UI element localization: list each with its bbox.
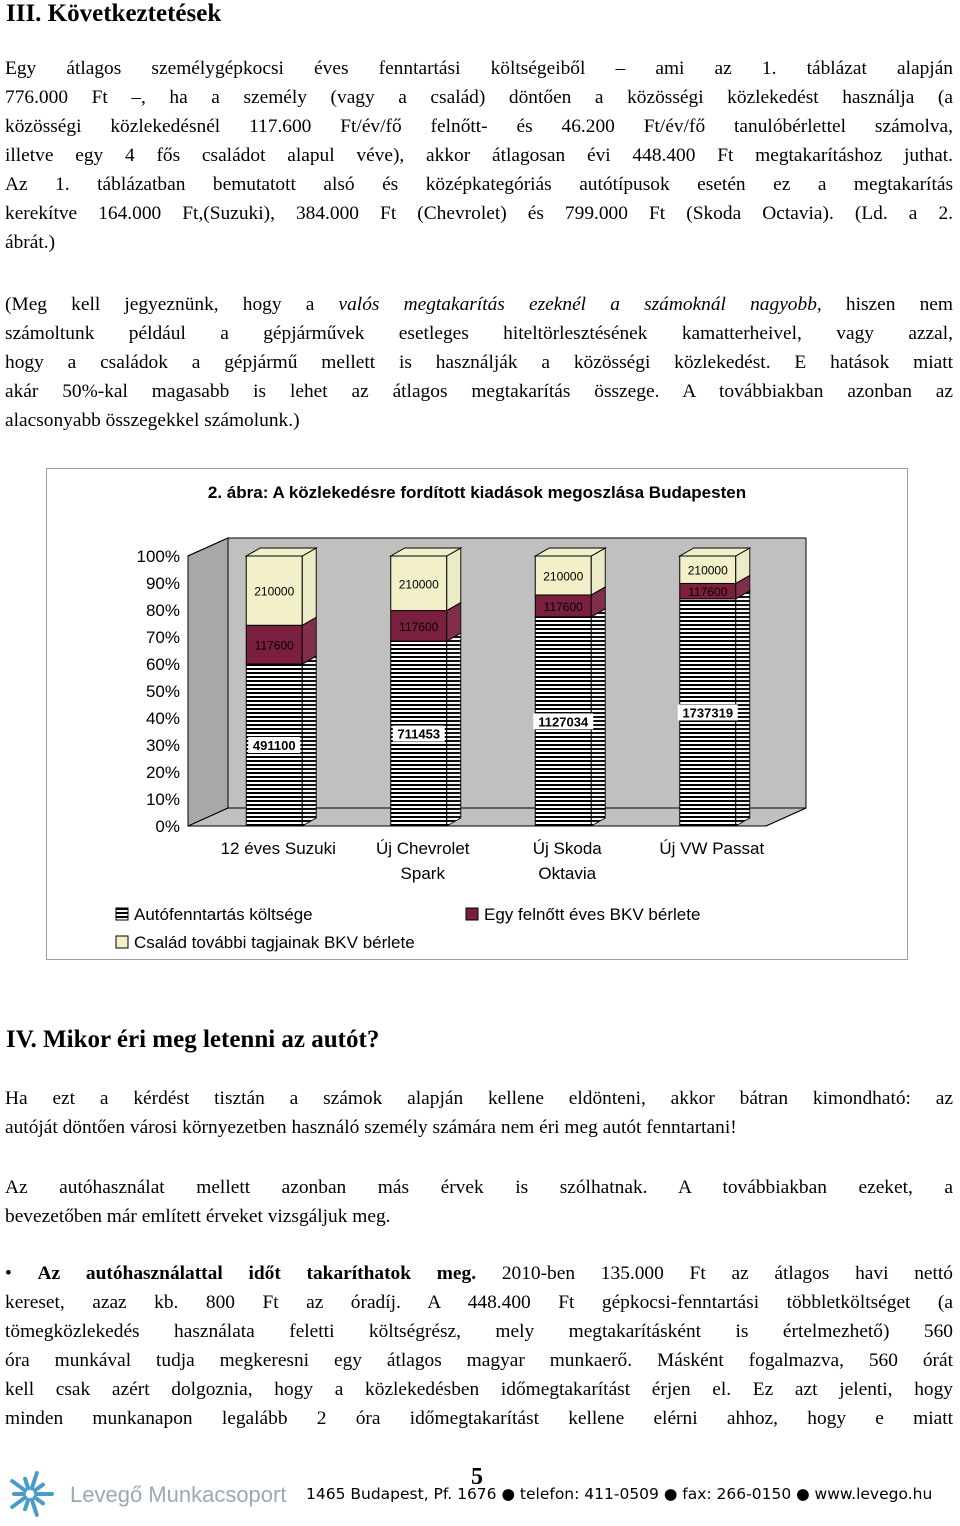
- paragraph-line: Az 1. táblázatban bemutatott alsó és középkategóriás autótípusok esetén ez a megtakarítás: [5, 174, 953, 195]
- chart-title: 2. ábra: A közlekedésre fordított kiadások megoszlása Budapesten: [207, 483, 747, 502]
- logo-stroke: [12, 1498, 25, 1507]
- bar-side: [447, 633, 461, 826]
- page-number: 5: [471, 1464, 483, 1490]
- legend-label: Autófenntartás költsége: [134, 905, 313, 924]
- bar-side: [591, 609, 605, 826]
- data-label: 210000: [687, 563, 728, 578]
- x-axis-label: 12 éves Suzuki: [220, 839, 336, 858]
- paragraph-line: hogy a családok a gépjármű mellett is használják a közösségi közlekedést. E hatások miatt: [5, 352, 953, 373]
- bar-side: [736, 591, 750, 826]
- logo-stroke: [25, 1479, 28, 1489]
- x-axis-label: Oktavia: [538, 864, 597, 883]
- y-tick-label: 100%: [136, 547, 180, 566]
- y-tick-label: 10%: [145, 790, 180, 809]
- legend-label: Egy felnőtt éves BKV bérlete: [484, 905, 701, 924]
- bold-text: Az autóhasználattal időt takaríthatok meg.: [37, 1263, 477, 1284]
- data-label: 117600: [254, 638, 294, 653]
- side-wall: [188, 538, 228, 826]
- logo-stroke: [35, 1498, 43, 1504]
- paragraph-line: kell csak azért dolgoznia, hogy a közlekedésben időmegtakarítást érjen el. Ez azt jelenti, hogy: [5, 1379, 953, 1400]
- y-tick-label: 60%: [145, 655, 180, 674]
- y-tick-label: 20%: [145, 763, 180, 782]
- text-run: , hiszen nem: [816, 294, 953, 315]
- data-label: 1737319: [682, 705, 734, 721]
- paragraph-line: alacsonyabb összegekkel számolunk.): [5, 410, 300, 431]
- logo-stroke: [35, 1485, 43, 1491]
- legend-swatch: [116, 936, 128, 948]
- data-label: 117600: [399, 619, 439, 634]
- paragraph-line: [5, 290, 953, 319]
- paragraph-line: ábrát.): [5, 232, 56, 253]
- page-footer: [0, 1462, 960, 1526]
- italic-text: valós megtakarítás ezeknél a számoknál nagyobb: [338, 294, 817, 315]
- paragraph-line: akár 50%-kal magasabb is lehet az átlagos megtakarítás összege. A továbbiakban azonban az: [5, 381, 953, 402]
- bullet-marker: •: [5, 1263, 12, 1284]
- y-axis-ticks: [137, 547, 180, 836]
- paragraph-line: Az autóhasználat mellett azonban más érvek is szólhatnak. A továbbiakban ezeket, a: [5, 1177, 953, 1198]
- data-label: 117600: [543, 599, 583, 614]
- bar-side: [447, 548, 461, 611]
- paragraph-line: kereset, azaz kb. 800 Ft az óradíj. A 448.400 Ft gépkocsi-fenntartási többletköltséget (a: [5, 1292, 953, 1313]
- paragraph-line: minden munkanapon legalább 2 óra időmegtakarítást kellene elérni ahhoz, hogy e miatt: [5, 1408, 953, 1429]
- paragraph-line: számoltunk például a gépjárművek esetleges hiteltörlesztésének kamatterheivel, vagy azzal,: [5, 323, 953, 344]
- logo-stroke: [12, 1481, 25, 1490]
- x-axis-label: Új Skoda: [532, 839, 602, 858]
- y-tick-label: 0%: [155, 817, 180, 836]
- legend-swatch: [466, 908, 478, 920]
- y-tick-label: 90%: [145, 574, 180, 593]
- section-heading-3: III. Következtetések: [6, 0, 222, 27]
- y-tick-label: 50%: [145, 682, 180, 701]
- section-heading-4: IV. Mikor éri meg letenni az autót?: [6, 1026, 380, 1053]
- x-axis-label: Spark: [400, 864, 445, 883]
- text-run: 2010-ben 135.000 Ft az átlagos havi nettó: [476, 1263, 953, 1284]
- paragraph-line: illetve egy 4 fős családot alapul véve), akkor átlagosan évi 448.400 Ft megtakarításhoz juthat.: [5, 145, 953, 166]
- bar-side: [302, 656, 316, 826]
- bar-side: [302, 548, 316, 625]
- legend-swatch: [116, 908, 128, 920]
- paragraph-line: 776.000 Ft –, ha a személy (vagy a család) döntően a közösségi közlekedést használja (a: [5, 87, 953, 108]
- paragraph-line: kerekítve 164.000 Ft,(Suzuki), 384.000 Ft (Chevrolet) és 799.000 Ft (Skoda Octavia). (Ld. a 2.: [5, 203, 953, 224]
- paragraph-line: Ha ezt a kérdést tisztán a számok alapján kellene eldönteni, akkor bátran kimondható: az: [5, 1088, 953, 1109]
- data-label: 491100: [252, 738, 296, 754]
- section3-paragraph-2: [5, 290, 953, 435]
- x-axis-labels: [221, 839, 765, 883]
- data-label: 210000: [254, 584, 295, 599]
- paragraph-line: bevezetőben már említett érveket vizsgáljuk meg.: [5, 1206, 391, 1227]
- x-axis-label: Új Chevrolet: [375, 839, 470, 858]
- data-label: 1127034: [538, 714, 589, 730]
- logo-text: Levegő Munkacsoport: [70, 1482, 287, 1507]
- y-tick-label: 70%: [145, 628, 180, 647]
- section4-paragraph-1: [5, 1084, 953, 1142]
- logo-icon: [4, 1468, 64, 1520]
- section4-bullet: [5, 1259, 953, 1433]
- paragraph-line: óra munkával tudja megkeresni egy átlagos magyar munkaerő. Másként fogalmazva, 560 órát: [5, 1350, 953, 1371]
- section4-paragraph-2: [5, 1173, 953, 1231]
- logo-stroke: [32, 1500, 37, 1515]
- data-label: 711453: [397, 726, 441, 742]
- section3-paragraph-1: [5, 54, 953, 257]
- paragraph-line: közösségi közlekedésnél 117.600 Ft/év/fő felnőtt- és 46.200 Ft/év/fő tanulóbérlettel számolva,: [5, 116, 953, 137]
- chart-legend: [116, 905, 700, 952]
- paragraph-line: [5, 1259, 953, 1288]
- y-tick-label: 80%: [145, 601, 180, 620]
- footer-address: 1465 Budapest, Pf. 1676 ● telefon: 411-0509 ● fax: 266-0150 ● www.levego.hu: [306, 1485, 933, 1503]
- y-tick-label: 40%: [145, 709, 180, 728]
- data-label: 210000: [398, 577, 439, 592]
- y-tick-label: 30%: [145, 736, 180, 755]
- stacked-bar-chart: [46, 468, 908, 960]
- logo-stroke: [32, 1473, 37, 1488]
- paragraph-line: tömegközlekedés használata feletti költségrész, mely megtakarításként is értelmezhető) 560: [5, 1321, 953, 1342]
- paragraph-line: Egy átlagos személygépkocsi éves fenntartási költségeiből – ami az 1. táblázat alapján: [5, 58, 953, 79]
- text-run: (Meg kell jegyeznünk, hogy a: [5, 294, 339, 315]
- paragraph-line: autóját döntően városi környezetben használó személy számára nem éri meg autót fenntartani!: [5, 1117, 737, 1138]
- legend-label: Család további tagjainak BKV bérlete: [134, 933, 415, 952]
- data-label: 210000: [543, 569, 584, 584]
- logo-stroke: [25, 1500, 28, 1510]
- data-label: 117600: [688, 585, 728, 600]
- x-axis-label: Új VW Passat: [659, 839, 765, 858]
